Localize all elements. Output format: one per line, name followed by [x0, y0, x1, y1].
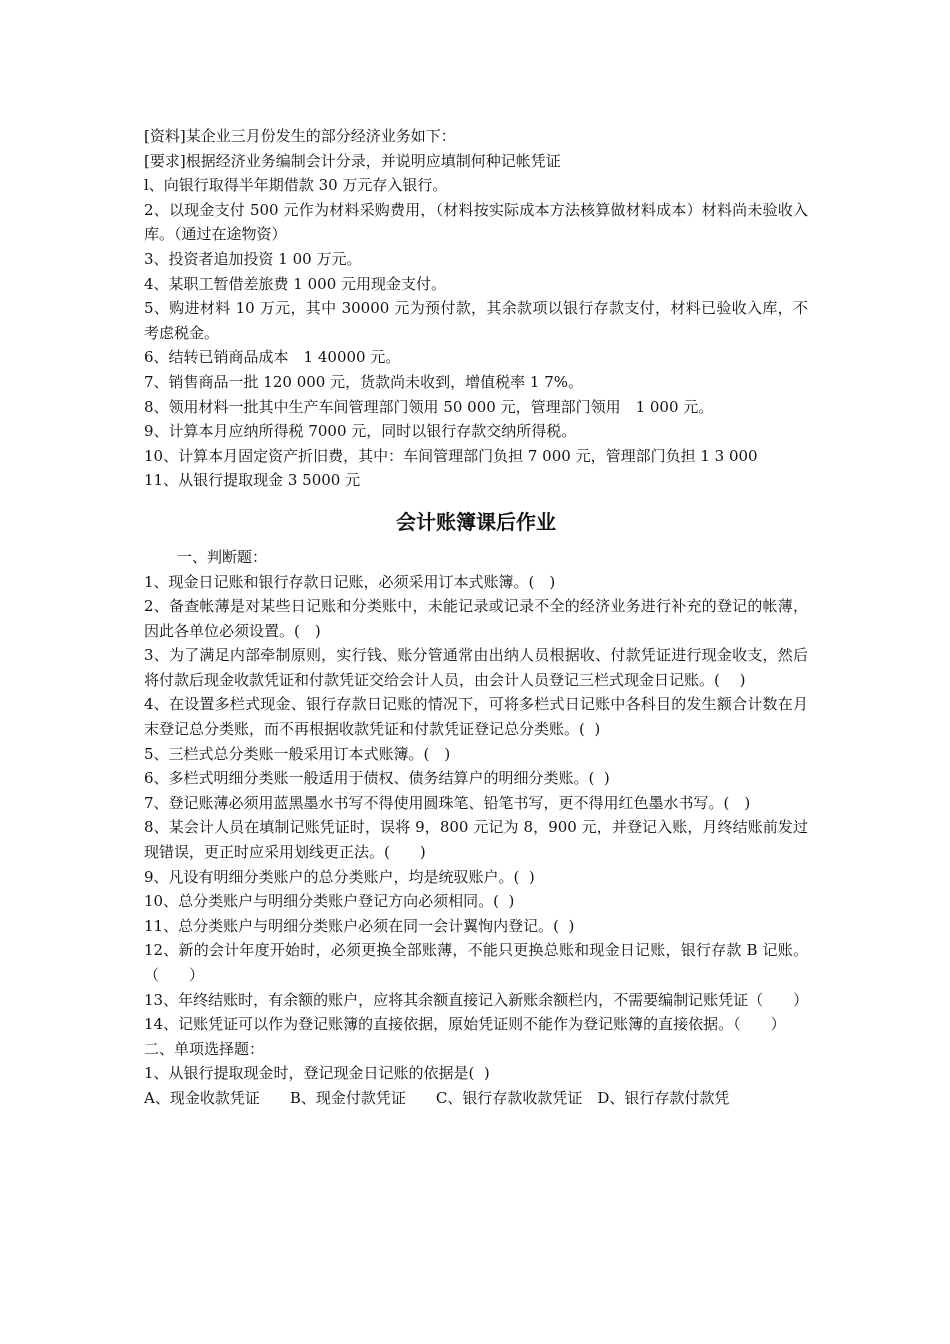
list-item: 5、购进材料 10 万元，其中 30000 元为预付款，其余款项以银行存款支付，材料已验收入库，不考虑税金。	[144, 299, 808, 342]
judgment-item: 6、多栏式明细分类账一般适用于债权、债务结算户的明细分类账。( )	[144, 769, 610, 788]
list-item: l、向银行取得半年期借款 30 万元存入银行。	[144, 176, 448, 195]
judgment-item: 7、登记账薄必须用蓝黑墨水书写不得使用圆珠笔、铅笔书写，更不得用红色墨水书写。( )	[144, 793, 751, 812]
list-item: 4、某职工暂借差旅费 1 000 元用现金支付。	[144, 274, 447, 293]
section-2-title: 二、单项选择题：	[144, 1039, 265, 1058]
choice-options: A、现金收款凭证 B、现金付款凭证 C、银行存款收款凭证 D、银行存款付款凭	[144, 1088, 730, 1107]
judgment-item: 10、总分类账户与明细分类账户登记方向必须相同。( )	[144, 892, 515, 911]
judgment-item: 2、备查帐薄是对某些日记账和分类账中，未能记录或记录不全的经济业务进行补充的登记的帐薄，因此各单位必须设置。( )	[144, 597, 808, 640]
list-item: 7、销售商品一批 120 000 元，货款尚未收到，增值税率 1 7%。	[144, 372, 583, 391]
judgment-item: 9、凡设有明细分类账户的总分类账户，均是统驭账户。( )	[144, 867, 535, 886]
list-item: 6、结转已销商品成本 1 40000 元。	[144, 348, 401, 367]
list-item: 8、领用材料一批其中生产车间管理部门领用 50 000 元，管理部门领用 1 000 元。	[144, 397, 714, 416]
list-item: 3、投资者追加投资 1 00 万元。	[144, 249, 362, 268]
judgment-item: 3、为了满足内部牵制原则，实行钱、账分管通常由出纳人员根据收、付款凭证进行现金收支，然后将付款后现金收款凭证和付款凭证交给会计人员，由会计人员登记三栏式现金日记账。( )	[144, 646, 808, 689]
judgment-item: 4、在设置多栏式现金、银行存款日记账的情况下，可将多栏式日记账中各科目的发生额合计数在月末登记总分类账，而不再根据收款凭证和付款凭证登记总分类账。( )	[144, 695, 808, 739]
section-1-title: 一、判断题：	[177, 547, 268, 566]
material-intro: [资料]某企业三月份发生的部分经济业务如下：	[144, 127, 456, 145]
document-body	[144, 124, 808, 1111]
judgment-item: 1、现金日记账和银行存款日记账，必须采用订本式账簿。( )	[144, 572, 556, 591]
material-requirement: [要求]根据经济业务编制会计分录，并说明应填制何种记帐凭证	[144, 151, 561, 170]
list-item: 2、以现金支付 500 元作为材料采购费用，（材料按实际成本方法核算做材料成本）材料尚未验收入库。（通过在途物资）	[144, 200, 808, 244]
list-item: 10、计算本月固定资产折旧费，其中：车间管理部门负担 7 000 元，管理部门负担 1 3 000	[144, 446, 758, 465]
judgment-item: 11、总分类账户与明细分类账户必须在同一会计翼恂内登记。( )	[144, 916, 575, 935]
judgment-item: 12、新的会计年度开始时，必须更换全部账薄，不能只更换总账和现金日记账，银行存款 B 记账。（ ）	[144, 941, 808, 984]
judgment-item: 5、三栏式总分类账一般采用订本式账簿。( )	[144, 744, 451, 763]
judgment-item: 8、某会计人员在填制记账凭证时，误将 9，800 元记为 8，900 元，并登记入账，月终结账前发过现错误，更正时应采用划线更正法。( )	[144, 818, 808, 862]
judgment-item: 14、记账凭证可以作为登记账簿的直接依据，原始凭证则不能作为登记账簿的直接依据。（ ）	[144, 1015, 786, 1034]
list-item: 9、计算本月应纳所得税 7000 元，同时以银行存款交纳所得税。	[144, 422, 577, 441]
choice-question: 1、从银行提取现金时，登记现金日记账的依据是( )	[144, 1064, 490, 1083]
judgment-item: 13、年终结账时，有余额的账户，应将其余额直接记入新账余额栏内，不需要编制记账凭证（ ）	[144, 990, 809, 1009]
homework-title: 会计账簿课后作业	[396, 509, 556, 534]
list-item: 11、从银行提取现金 3 5000 元	[144, 471, 361, 490]
